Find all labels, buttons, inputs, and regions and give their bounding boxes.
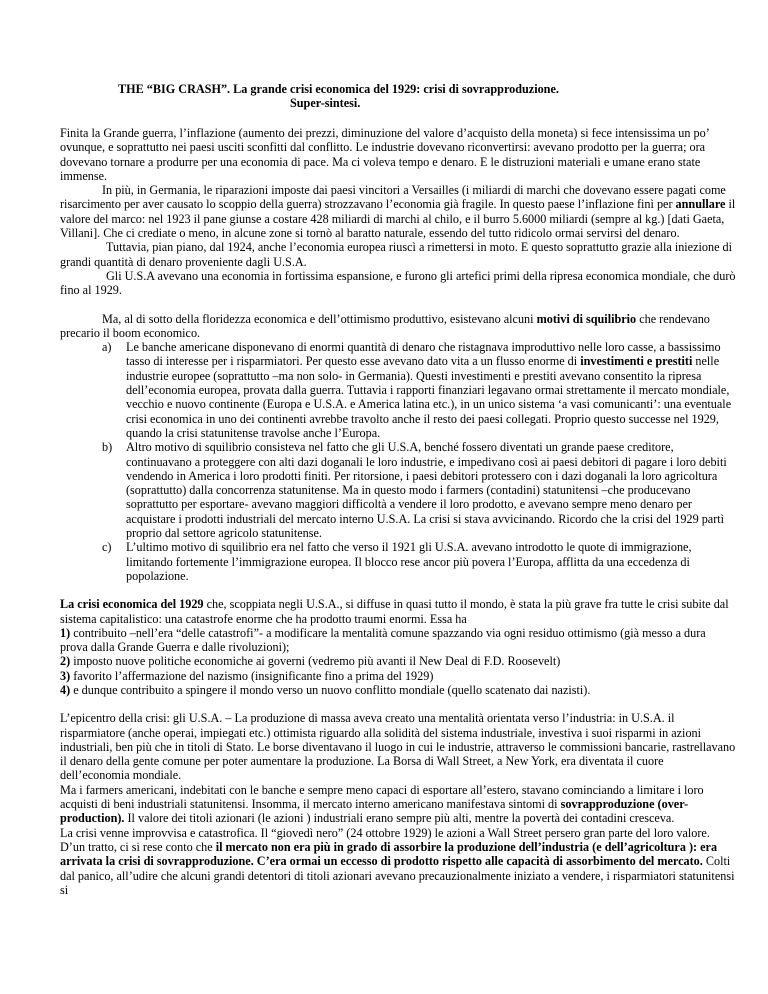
title-line-2: Super-sintesi.	[290, 96, 361, 111]
list-item-label: c)	[102, 540, 112, 555]
list-item-label: b)	[102, 440, 113, 455]
paragraph-crisis-1929: La crisi economica del 1929 che, scoppiata negli U.S.A., si diffuse in quasi tutto il mondo, è stata la più grave fra tutte le crisi subite dal sistema capitalistico: una catastrofe enorme che ha prodotto traumi enormi. Essa ha	[60, 597, 729, 626]
paragraph-recovery-1924: Tuttavia, pian piano, dal 1924, anche l’economia europea riuscì a rimettersi in moto. E questo soprattutto grazie alla iniezione di grandi quantità di denaro proveniente dagli U.S.A.	[60, 240, 733, 269]
document-title	[118, 82, 718, 111]
emphasis-sovrapproduzione: sovrapproduzione (over-production).	[60, 797, 689, 826]
emphasis-motivi-squilibrio: motivi di squilibrio	[536, 311, 637, 326]
emphasis-annullare: annullare	[675, 197, 726, 212]
paragraph-postwar-inflation: Finita la Grande guerra, l’inflazione (aumento dei prezzi, diminuzione del valore d’acquisto della moneta) si fece intensissima un po’ ovunque, e soprattutto nei paesi usciti sconfitti dal conflitto. Le industrie dovevano riconvertirsi: avevano prodotto per la guerra; ora dovevano tornare a produrre per una economia di pace. Ma ci voleva tempo e denaro. E le distruzioni materiali e umane erano state immense.	[60, 126, 709, 183]
paragraph-epicenter: L’epicentro della crisi: gli U.S.A. – La produzione di massa aveva creato una mentalità orientata verso l’industria: in U.S.A. il risparmiatore (anche operai, impiegati etc.) ottimista riguardo alla solidità del sistema industriale, investiva i suoi risparmi in azioni industriali, ben più che in titoli di Stato. Le borse diventavano il luogo in cui le industrie, attraverso le commissioni bancarie, rastrellavano il denaro della gente comune per poter aumentare la produzione. La Borsa di Wall Street, a New York, era diventata il cuore dell’economia mondiale.	[60, 711, 736, 783]
list-item-label: a)	[102, 340, 112, 355]
emphasis-investimenti-prestiti: investimenti e prestiti	[580, 354, 693, 369]
crisis-effect-2: 2) imposto nuove politiche economiche ai governi (vedremo più avanti il New Deal di F.D. Roosevelt)	[60, 654, 561, 669]
list-item: c) L’ultimo motivo di squilibrio era nel fatto che verso il 1921 gli U.S.A. avevano introdotto le quote di immigrazione, limitando fortemente l’immigrazione europea. Il blocco rese ancor più povera l’Europa, afflitta da una eccedenza di popolazione.	[102, 540, 692, 583]
list-item: b) Altro motivo di squilibrio consisteva nel fatto che gli U.S.A, benché fossero diventati un grande paese creditore, continuavano a proteggere con alti dazi doganali le loro industrie, e impedivano così ai paesi debitori di pagare i loro debiti vendendo in America i loro prodotti finiti. Per ritorsione, i paesi debitori protessero con i dazi doganali la loro agricoltura (soprattutto) dalla concorrenza statunitense. Ma in questo modo i farmers (contadini) statunitensi –che producevano soprattutto per esportare- avevano maggiori difficoltà a vendere il loro prodotto, e avevano sempre meno denaro per acquistare i prodotti industriali del mercato interno U.S.A. La crisi si stava avvicinando. Ricordo che la crisi del 1929 partì proprio dal settore agricolo statunitense.	[102, 440, 727, 541]
crisis-effect-1: 1) contribuito –nell’era “delle catastrofi”- a modificare la mentalità comune spazzando via ogni residuo ottimismo (già messo a dura prova dalla Grande Guerra e dalle rivoluzioni);	[60, 625, 706, 655]
paragraph-germany-reparations: In più, in Germania, le riparazioni imposte dai paesi vincitori a Versailles (i miliardi di marchi che dovevano essere pagati come risarcimento per aver causato lo scoppio della guerra) strozzavano l’economia già fragile. In questo paese l’inflazione finì per annullare il valore del marco: nel 1923 il pane giunse a costare 428 miliardi di marchi al chilo, e il burro 5.6000 miliardi (sempre al kg.) [dati Gaeta, Villani]. Che ci crediate o meno, in alcune zone si tornò al baratto naturale, essendo del tutto ridicolo ormai servirsi del denaro.	[60, 183, 736, 241]
paragraph-imbalance-intro: Ma, al di sotto della floridezza economica e dell’ottimismo produttivo, esistevano alcuni motivi di squilibrio che rendevano precario il boom economico.	[60, 311, 710, 340]
list-item: a) Le banche americane disponevano di enormi quantità di denaro che ristagnava improduttivo nelle loro casse, a bassissimo tasso di interesse per i risparmiatori. Per questo esse avevano dato vita a un flusso enorme di investimenti e prestiti nelle industrie europee (soprattutto –ma non solo- in Germania). Questi investimenti e prestiti avevano consentito la ripresa dell’economia europea, provata dalla guerra. Tuttavia i rapporti finanziari legavano ormai strettamente il mercato mondiale, vecchio e nuovo continente (Europa e U.S.A. e America latina etc.), in un unico sistema ‘a vasi comunicanti’: una eventuale crisi economica in uno dei continenti avrebbe travolto anche il resto dei paesi collegati. Proprio questo successe nel 1929, quando la crisi statunitense travolse anche l’Europa.	[102, 340, 732, 440]
paragraph-farmers: Ma i farmers americani, indebitati con le banche e sempre meno capaci di esportare all’estero, stavano cominciando a limitare i loro acquisti di beni industriali statunitensi. Insomma, il mercato interno americano manifestava sintomi di sovrapproduzione (over-production). Il valore dei titoli azionari (le azioni ) industriali erano sempre più alti, mentre la povertà dei contadini cresceva.	[60, 782, 704, 826]
paragraph-black-thursday: La crisi venne improvvisa e catastrofica. Il “giovedì nero” (24 ottobre 1929) le azioni a Wall Street persero gran parte del loro valore. D’un tratto, ci si rese conto che il mercato non era più in grado di assorbire la produzione dell’industria (e dell’agricoltura ): era arrivata la crisi di sovrapproduzione. C’era ormai un eccesso di prodotto rispetto alle capacità di assorbimento del mercato. Colti dal panico, all’udire che alcuni grandi detentori di titoli azionari avevano precauzionalmente iniziato a vendere, i risparmiatori statunitensi si	[60, 825, 735, 897]
crisis-effect-3: 3) favorito l’affermazione del nazismo (insignificante fino a prima del 1929)	[60, 668, 434, 683]
emphasis-market-saturation: il mercato non era più in grado di assorbire la produzione dell’industria (e dell’agricoltura ): era arrivata la crisi di sovrapproduzione. C’era ormai un eccesso di prodotto rispetto alle capacità di assorbimento del mercato.	[60, 839, 718, 869]
emphasis-crisi-1929: La crisi economica del 1929	[60, 597, 204, 612]
document-body	[60, 126, 736, 897]
title-line-1: THE “BIG CRASH”. La grande crisi economica del 1929: crisi di sovrapproduzione.	[118, 82, 559, 96]
paragraph-usa-expansion: Gli U.S.A avevano una economia in fortissima espansione, e furono gli artefici primi della ripresa economica mondiale, che durò fino al 1929.	[60, 268, 736, 298]
crisis-effect-4: 4) e dunque contribuito a spingere il mondo verso un nuovo conflitto mondiale (quello scatenato dai nazisti).	[60, 682, 591, 697]
imbalance-list	[60, 340, 736, 583]
